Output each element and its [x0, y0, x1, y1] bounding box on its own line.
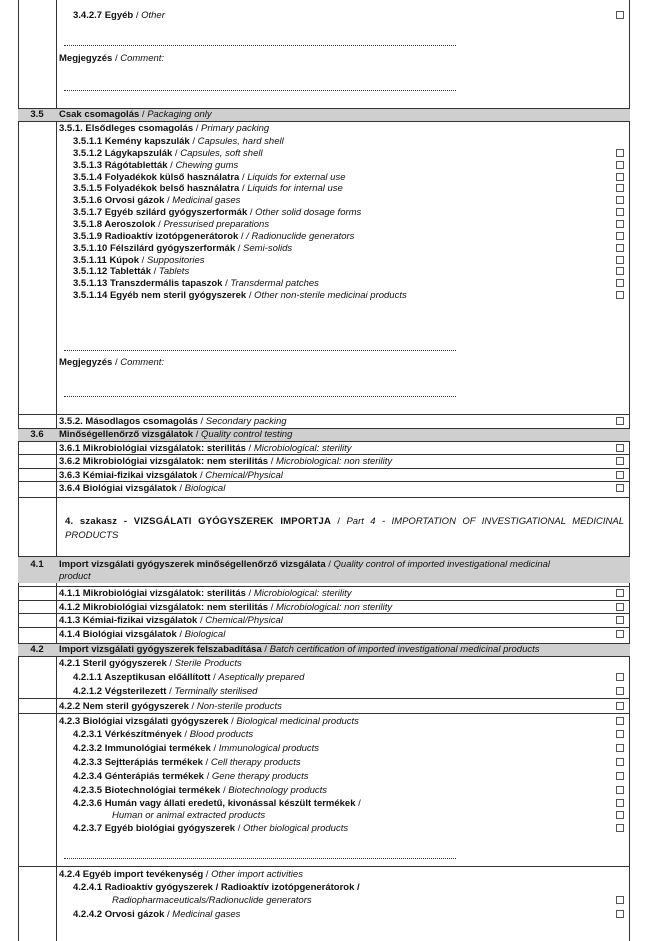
dotted-fill-line — [64, 396, 456, 397]
checkbox[interactable] — [616, 267, 624, 275]
list-item: 4.2.1.2 Végsterilezett / Terminally sterilised — [18, 686, 630, 698]
list-item: 3.6.4 Biológiai vizsgálatok / Biological — [18, 483, 630, 495]
list-item: 4.2.3.5 Biotechnológiai termékek / Biotechnology products — [18, 785, 630, 797]
checkbox[interactable] — [616, 616, 624, 624]
checkbox[interactable] — [616, 589, 624, 597]
checkbox[interactable] — [616, 758, 624, 766]
checkbox[interactable] — [616, 630, 624, 638]
item-4-2-4-1: 4.2.4.1 Radioaktív gyógyszerek / Radioaktív izotópgenerátorok / — [73, 882, 360, 893]
checkbox[interactable] — [616, 471, 624, 479]
checkbox[interactable] — [616, 717, 624, 725]
list-item: 4.1.2 Mikrobiológiai vizsgálatok: nem sterilitás / Microbiological: non sterility — [18, 602, 630, 614]
checkbox[interactable] — [616, 291, 624, 299]
checkbox[interactable] — [616, 484, 624, 492]
biological-products: 4.2.3 Biológiai vizsgálati gyógyszerek / Biological medicinal products — [18, 716, 630, 728]
list-item: 3.5.1.10 Félszilárd gyógyszerformák / Semi-solids — [18, 243, 630, 255]
list-item: 3.5.1.2 Lágykapszulák / Capsules, soft shell — [18, 148, 630, 160]
list-item: 3.5.1.3 Rágótabletták / Chewing gums — [18, 160, 630, 172]
checkbox[interactable] — [616, 673, 624, 681]
list-item: 4.2.3.4 Génterápiás termékek / Gene therapy products — [18, 771, 630, 783]
list-item: 3.5.1.14 Egyéb nem steril gyógyszerek / Other non-sterile medicinai products — [18, 290, 630, 302]
dotted-fill-line — [64, 858, 456, 859]
checkbox[interactable] — [616, 244, 624, 252]
list-item: 4.2.3.1 Vérkészítmények / Blood products — [18, 729, 630, 741]
non-sterile-products: 4.2.2 Nem steril gyógyszerek / Non-sterile products — [18, 701, 630, 713]
item-4-2-4-2: 4.2.4.2 Orvosi gázok / Medicinal gases — [18, 909, 630, 921]
checkbox[interactable] — [616, 173, 624, 181]
document-page — [18, 0, 630, 941]
secondary-packing: 3.5.2. Másodlagos csomagolás / Secondary packing — [18, 416, 630, 428]
list-item: 3.5.1.11 Kúpok / Suppositories — [18, 255, 630, 267]
checkbox[interactable] — [616, 220, 624, 228]
list-item: 4.1.3 Kémiai-fizikai vizsgálatok / Chemical/Physical — [18, 615, 630, 627]
checkbox[interactable] — [616, 786, 624, 794]
comment-label: Megjegyzés / Comment: — [59, 53, 165, 64]
checkbox[interactable] — [616, 772, 624, 780]
item-4-2-3-6-en: Human or animal extracted products — [18, 810, 630, 822]
checkbox[interactable] — [616, 149, 624, 157]
section-3-5-header: 3.5 Csak csomagolás / Packaging only — [18, 109, 630, 121]
list-item: 3.5.1.5 Folyadékok belső használatra / Liquids for internal use — [18, 183, 630, 195]
list-item: 3.6.3 Kémiai-fizikai vizsgálatok / Chemical/Physical — [18, 470, 630, 482]
item-4-2-3-7: 4.2.3.7 Egyéb biológiai gyógyszerek / Other biological products — [18, 823, 630, 835]
item-4-2-4-1-en: Radiopharmaceuticals/Radionuclide generators — [18, 895, 630, 907]
part-4-heading: 4. szakasz - VIZSGÁLATI GYÓGYSZEREK IMPORTJA / Part 4 - IMPORTATION OF INVESTIGATIONAL MEDICINAL PRODUCTS — [65, 516, 624, 541]
checkbox[interactable] — [616, 184, 624, 192]
list-item: 3.5.1.8 Aeroszolok / Pressurised preparations — [18, 219, 630, 231]
section-4-1-header: 4.1 Import vizsgálati gyógyszerek minőségellenőrző vizsgálata / Quality control of imported investigational medicinal product — [18, 557, 630, 583]
dotted-fill-line — [64, 45, 456, 46]
other-import: 4.2.4 Egyéb import tevékenység / Other import activities — [59, 869, 303, 880]
list-item: 3.5.1.1 Kemény kapszulák / Capsules, hard shell — [73, 136, 284, 147]
checkbox[interactable] — [616, 444, 624, 452]
checkbox[interactable] — [616, 457, 624, 465]
checkbox[interactable] — [616, 417, 624, 425]
checkbox[interactable] — [616, 896, 624, 904]
checkbox[interactable] — [616, 702, 624, 710]
checkbox[interactable] — [616, 232, 624, 240]
list-item: 3.5.1.6 Orvosi gázok / Medicinal gases — [18, 195, 630, 207]
checkbox[interactable] — [616, 279, 624, 287]
list-item: 4.1.4 Biológiai vizsgálatok / Biological — [18, 629, 630, 641]
list-item: 4.1.1 Mikrobiológiai vizsgálatok: sterilitás / Microbiological: sterility — [18, 588, 630, 600]
item-4-2-3-6: 4.2.3.6 Humán vagy állati eredetű, kivonással készült termékek / — [18, 798, 630, 810]
checkbox[interactable] — [616, 811, 624, 819]
item-3-4-2-7: 3.4.2.7 Egyéb / Other — [18, 10, 630, 22]
list-item: 3.5.1.12 Tabletták / Tablets — [18, 266, 630, 278]
list-item: 4.2.1.1 Aszeptikusan előállított / Aseptically prepared — [18, 672, 630, 684]
primary-packing: 3.5.1. Elsődleges csomagolás / Primary packing — [59, 123, 270, 134]
checkbox[interactable] — [616, 799, 624, 807]
list-item: 4.2.3.3 Sejtterápiás termékek / Cell therapy products — [18, 757, 630, 769]
section-4-2-header: 4.2 Import vizsgálati gyógyszerek felszabadítása / Batch certification of imported investigational medicinal products — [18, 644, 630, 656]
checkbox[interactable] — [616, 824, 624, 832]
checkbox[interactable] — [616, 687, 624, 695]
list-item: 3.5.1.13 Transzdermális tapaszok / Transdermal patches — [18, 278, 630, 290]
checkbox[interactable] — [616, 744, 624, 752]
list-item: 3.6.2 Mikrobiológiai vizsgálatok: nem sterilitás / Microbiological: non sterility — [18, 456, 630, 468]
checkbox[interactable] — [616, 256, 624, 264]
list-item: 3.5.1.7 Egyéb szilárd gyógyszerformák / Other solid dosage forms — [18, 207, 630, 219]
checkbox[interactable] — [616, 208, 624, 216]
checkbox[interactable] — [616, 730, 624, 738]
dotted-fill-line — [64, 90, 456, 91]
list-item: 3.6.1 Mikrobiológiai vizsgálatok: sterilitás / Microbiological: sterility — [18, 443, 630, 455]
dotted-fill-line — [64, 350, 456, 351]
section-3-6-header: 3.6 Minőségellenőrző vizsgálatok / Quality control testing — [18, 429, 630, 441]
list-item: 3.5.1.9 Radioaktív izotópgenerátorok / / Radionuclide generators — [18, 231, 630, 243]
list-item: 4.2.3.2 Immunológiai termékek / Immunological products — [18, 743, 630, 755]
sterile-products: 4.2.1 Steril gyógyszerek / Sterile Products — [59, 658, 242, 669]
checkbox[interactable] — [616, 910, 624, 918]
checkbox[interactable] — [616, 196, 624, 204]
list-item: 3.5.1.4 Folyadékok külső használatra / Liquids for external use — [18, 172, 630, 184]
checkbox[interactable] — [616, 161, 624, 169]
checkbox[interactable] — [616, 11, 624, 19]
checkbox[interactable] — [616, 603, 624, 611]
comment-label: Megjegyzés / Comment: — [59, 357, 165, 368]
